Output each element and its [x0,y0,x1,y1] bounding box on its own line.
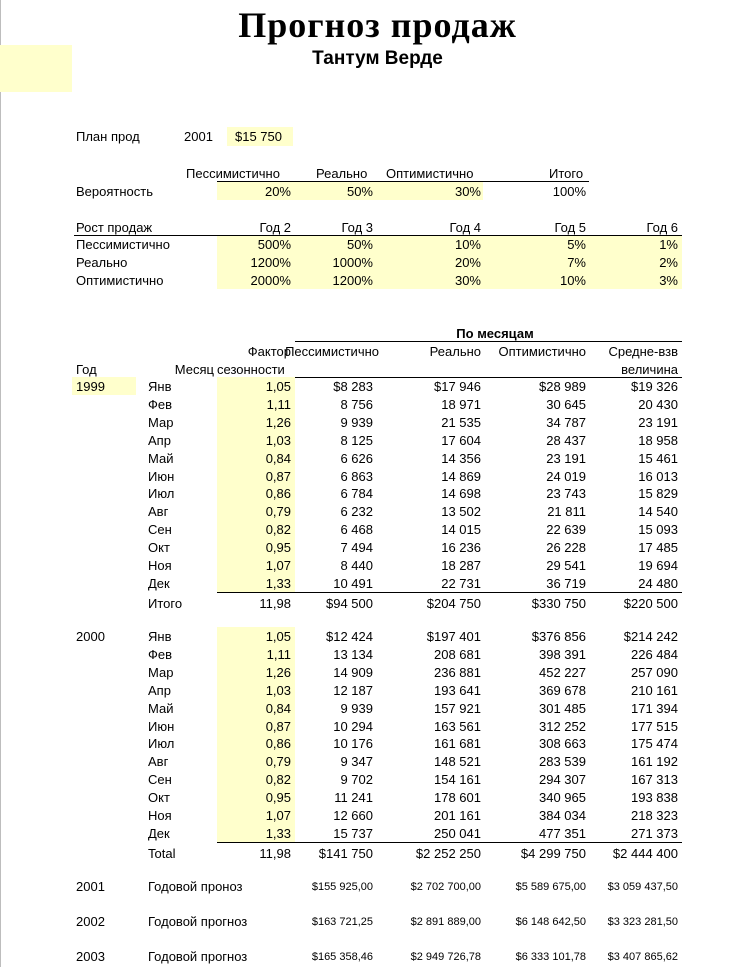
pess-cell: 8 125 [340,432,373,448]
real-cell: 17 604 [441,432,481,448]
opt-cell: 301 485 [539,700,586,716]
opt-cell: 477 351 [539,825,586,841]
growth-cell[interactable]: 3% [659,273,678,288]
avg-cell: 271 373 [631,825,678,841]
growth-cell[interactable]: 50% [346,237,373,252]
month-cell: Сен [148,522,172,538]
block-year: 1999 [76,379,105,394]
annual-value: $3 059 437,50 [607,881,678,893]
factor-cell[interactable]: 1,33 [265,575,291,591]
monthly-group-underline [295,341,682,342]
total-real-cell: $204 750 [426,595,481,611]
month-cell: Май [148,700,174,716]
factor-cell[interactable]: 0,87 [265,468,291,484]
avg-cell: 15 093 [638,522,678,538]
month-cell: Июл [148,736,175,752]
total-pess-cell: $94 500 [326,595,373,611]
opt-cell: 23 191 [546,450,586,466]
total-opt-cell: $330 750 [531,595,586,611]
opt-cell: 369 678 [539,682,586,698]
opt-cell: 23 743 [546,486,586,502]
factor-header-top: Фактор [247,344,291,359]
real-cell: 154 161 [434,772,481,788]
factor-cell[interactable]: 1,07 [265,558,291,573]
pess-header: Пессимистично [285,344,379,359]
growth-cell[interactable]: 10% [559,273,586,288]
avg-cell: 175 474 [631,736,678,752]
growth-cell[interactable]: 1000% [332,255,373,270]
plan-year: 2001 [184,129,213,144]
factor-cell[interactable]: 0,84 [265,450,291,466]
avg-cell: $19 326 [631,379,678,394]
annual-value: $3 407 865,62 [607,951,678,963]
prob-value-opt[interactable]: 30% [454,184,481,199]
growth-year-2: Год 2 [259,220,291,235]
prob-value-total: 100% [552,184,586,199]
factor-cell[interactable]: 0,79 [265,504,291,520]
factor-cell[interactable]: 1,03 [265,432,291,448]
opt-cell: 384 034 [539,808,586,823]
real-cell: 161 681 [434,736,481,752]
real-cell: 14 869 [441,468,481,484]
real-cell: 148 521 [434,754,481,770]
pess-cell: $12 424 [326,629,373,644]
annual-label: Годовой проноз [148,879,243,894]
opt-cell: $28 989 [539,379,586,394]
real-cell: 18 287 [441,558,481,573]
month-cell: Авг [148,754,169,770]
pess-cell: 8 756 [340,396,373,412]
pess-cell: 6 784 [340,486,373,502]
month-cell: Ноя [148,808,172,823]
pess-cell: 11 241 [334,790,373,806]
factor-cell[interactable]: 1,11 [266,646,291,662]
pess-cell: 10 176 [333,736,373,752]
total-factor-cell: 11,98 [259,595,291,611]
pess-cell: 6 468 [340,522,373,538]
prob-header-opt: Оптимистично [386,166,474,181]
growth-cell[interactable]: 2% [659,255,678,270]
growth-year-6: Год 6 [646,220,678,235]
pess-cell: 9 347 [340,754,373,770]
avg-cell: 161 192 [631,754,678,770]
factor-cell[interactable]: 0,82 [265,522,291,538]
opt-cell: 308 663 [539,736,586,752]
factor-cell[interactable]: 1,03 [265,682,291,698]
month-cell: Июн [148,718,175,734]
real-cell: 236 881 [434,664,481,680]
pess-cell: 13 134 [333,646,373,662]
annual-value: $3 323 281,50 [607,916,678,928]
plan-value[interactable]: $15 750 [227,127,293,146]
opt-cell: 36 719 [546,575,586,591]
month-cell: Авг [148,504,169,520]
month-cell: Дек [148,575,170,591]
annual-value: $5 589 675,00 [515,881,586,893]
opt-cell: 34 787 [546,414,586,430]
real-cell: $197 401 [426,629,481,644]
pess-cell: 8 440 [340,558,373,573]
monthly-group-header: По месяцам [456,326,534,341]
factor-cell[interactable]: 0,87 [265,718,291,734]
annual-value: $155 925,00 [311,881,373,893]
opt-header: Оптимистично [498,344,586,359]
factor-header-bottom: сезонности [217,362,285,377]
month-cell: Мар [148,664,174,680]
real-header: Реально [429,344,481,359]
avg-header-bottom: величина [621,362,678,377]
avg-cell: 14 540 [638,504,678,520]
month-cell: Апр [148,682,171,698]
avg-cell: 226 484 [631,646,678,662]
pess-cell: 9 939 [340,700,373,716]
prob-header-total: Итого [549,166,584,181]
avg-cell: 210 161 [631,682,678,698]
avg-cell: $214 242 [623,629,678,644]
month-cell: Окт [148,540,170,556]
monthly-header-underline [295,377,682,378]
prob-value-real[interactable]: 50% [346,184,373,199]
factor-cell[interactable]: 0,86 [265,736,291,752]
opt-cell: 28 437 [546,432,586,448]
total-factor-cell: 11,98 [259,845,291,861]
avg-cell: 257 090 [631,664,678,680]
opt-cell: 30 645 [546,396,586,412]
real-cell: 178 601 [434,790,481,806]
month-cell: Фев [148,396,173,412]
total-opt-cell: $4 299 750 [520,845,586,861]
factor-cell[interactable]: 0,86 [265,486,291,502]
month-cell: Фев [148,646,173,662]
avg-cell: 16 013 [638,468,678,484]
month-cell: Май [148,450,174,466]
factor-cell[interactable]: 0,95 [265,790,291,806]
total-month-cell: Total [148,845,176,861]
growth-cell[interactable]: 2000% [250,273,291,288]
real-cell: 22 731 [441,575,481,591]
annual-value: $2 702 700,00 [410,881,481,893]
pess-cell: 6 863 [340,468,373,484]
growth-row-label: Оптимистично [76,273,164,288]
annual-label: Годовой прогноз [148,914,248,929]
real-cell: 14 015 [441,522,481,538]
real-cell: 250 041 [434,825,481,841]
factor-cell[interactable]: 1,26 [265,664,291,680]
month-cell: Янв [148,379,172,394]
annual-label: Годовой прогноз [148,949,248,964]
factor-cell[interactable]: 1,33 [265,825,291,841]
avg-cell: 20 430 [638,396,678,412]
month-cell: Дек [148,825,170,841]
total-pess-cell: $141 750 [318,845,373,861]
annual-year: 2002 [76,914,105,929]
real-cell: 16 236 [441,540,481,556]
annual-value: $6 148 642,50 [515,916,586,928]
total-real-cell: $2 252 250 [415,845,481,861]
opt-cell: 398 391 [539,646,586,662]
growth-year-4: Год 4 [449,220,481,235]
page-left-edge [0,0,1,967]
real-cell: 14 698 [441,486,481,502]
annual-value: $165 358,46 [311,951,373,963]
avg-cell: 24 480 [638,575,678,591]
total-month-cell: Итого [148,595,183,611]
real-cell: 157 921 [434,700,481,716]
total-rule [217,842,682,843]
annual-year: 2001 [76,879,105,894]
avg-cell: 18 958 [638,432,678,448]
real-cell: 163 561 [434,718,481,734]
factor-cell[interactable]: 1,07 [265,808,291,823]
growth-row-label: Реально [76,255,128,270]
annual-value: $6 333 101,78 [515,951,586,963]
annual-value: $2 891 889,00 [410,916,481,928]
month-cell: Сен [148,772,172,788]
avg-cell: 171 394 [631,700,678,716]
real-cell: 14 356 [441,450,481,466]
month-cell: Янв [148,629,172,644]
plan-label: План прод [76,129,140,144]
month-cell: Апр [148,432,171,448]
real-cell: 193 641 [434,682,481,698]
page-subtitle: Тантум Верде [312,48,443,69]
opt-cell: 29 541 [546,558,586,573]
pess-cell: 14 909 [333,664,373,680]
prob-row-label: Вероятность [76,184,153,199]
avg-cell: 193 838 [631,790,678,806]
factor-cell[interactable]: 0,79 [265,754,291,770]
pess-cell: 10 294 [333,718,373,734]
month-cell: Июн [148,468,175,484]
pess-cell: 12 187 [333,682,373,698]
pess-cell: 9 939 [340,414,373,430]
annual-year: 2003 [76,949,105,964]
month-header: Месяц [174,362,214,377]
growth-row-label: Пессимистично [76,237,170,252]
block-year: 2000 [76,629,105,644]
opt-cell: 26 228 [546,540,586,556]
pess-cell: 7 494 [340,540,373,556]
opt-cell: 312 252 [539,718,586,734]
growth-label: Рост продаж [76,220,153,235]
growth-cell[interactable]: 20% [454,255,481,270]
factor-cell[interactable]: 0,84 [265,700,291,716]
real-cell: 208 681 [434,646,481,662]
growth-cell[interactable]: 1200% [250,255,291,270]
growth-cell[interactable]: 1200% [332,273,373,288]
growth-cell[interactable]: 7% [567,255,586,270]
growth-year-3: Год 3 [341,220,373,235]
pess-cell: 9 702 [340,772,373,788]
prob-header-pess: Пессимистично [186,166,280,181]
pess-cell: 6 626 [340,450,373,466]
opt-cell: 340 965 [539,790,586,806]
factor-cell[interactable]: 1,05 [265,629,291,644]
opt-cell: 283 539 [539,754,586,770]
avg-cell: 177 515 [631,718,678,734]
growth-cell[interactable]: 5% [567,237,586,252]
pess-cell: 10 491 [333,575,373,591]
annual-value: $2 949 726,78 [410,951,481,963]
growth-cell[interactable]: 1% [659,237,678,252]
page-title: Прогноз продаж [238,5,517,45]
total-avg-cell: $2 444 400 [612,845,678,861]
opt-cell: 24 019 [546,468,586,484]
month-cell: Окт [148,790,170,806]
month-cell: Ноя [148,558,172,573]
opt-cell: 452 227 [539,664,586,680]
opt-cell: 294 307 [539,772,586,788]
annual-value: $163 721,25 [311,916,373,928]
pess-cell: 6 232 [340,504,373,520]
opt-cell: 22 639 [546,522,586,538]
pess-cell: 15 737 [333,825,373,841]
factor-cell[interactable]: 1,11 [266,396,291,412]
month-cell: Июл [148,486,175,502]
avg-cell: 17 485 [638,540,678,556]
total-avg-cell: $220 500 [623,595,678,611]
real-cell: 13 502 [441,504,481,520]
growth-year-5: Год 5 [554,220,586,235]
prob-header-real: Реально [316,166,368,181]
opt-cell: 21 811 [547,504,586,520]
growth-cell[interactable]: 30% [454,273,481,288]
avg-cell: 167 313 [631,772,678,788]
avg-cell: 19 694 [638,558,678,573]
selected-cell-highlight[interactable] [0,45,72,92]
real-cell: 18 971 [441,396,481,412]
total-rule [217,592,682,593]
opt-cell: $376 856 [531,629,586,644]
real-cell: 201 161 [434,808,481,823]
factor-cell[interactable]: 1,26 [265,414,291,430]
factor-cell[interactable]: 1,05 [265,379,291,394]
growth-cell[interactable]: 10% [454,237,481,252]
avg-cell: 15 461 [638,450,678,466]
avg-cell: 218 323 [631,808,678,823]
avg-header-top: Средне-взв [608,344,678,359]
year-header: Год [76,362,97,377]
pess-cell: $8 283 [333,379,373,394]
pess-cell: 12 660 [333,808,373,823]
factor-cell[interactable]: 0,82 [265,772,291,788]
factor-cell[interactable]: 0,95 [265,540,291,556]
real-cell: $17 946 [434,379,481,394]
growth-cell[interactable]: 500% [257,237,291,252]
avg-cell: 23 191 [638,414,678,430]
real-cell: 21 535 [441,414,481,430]
prob-value-pess[interactable]: 20% [264,184,291,199]
month-cell: Мар [148,414,174,430]
avg-cell: 15 829 [638,486,678,502]
